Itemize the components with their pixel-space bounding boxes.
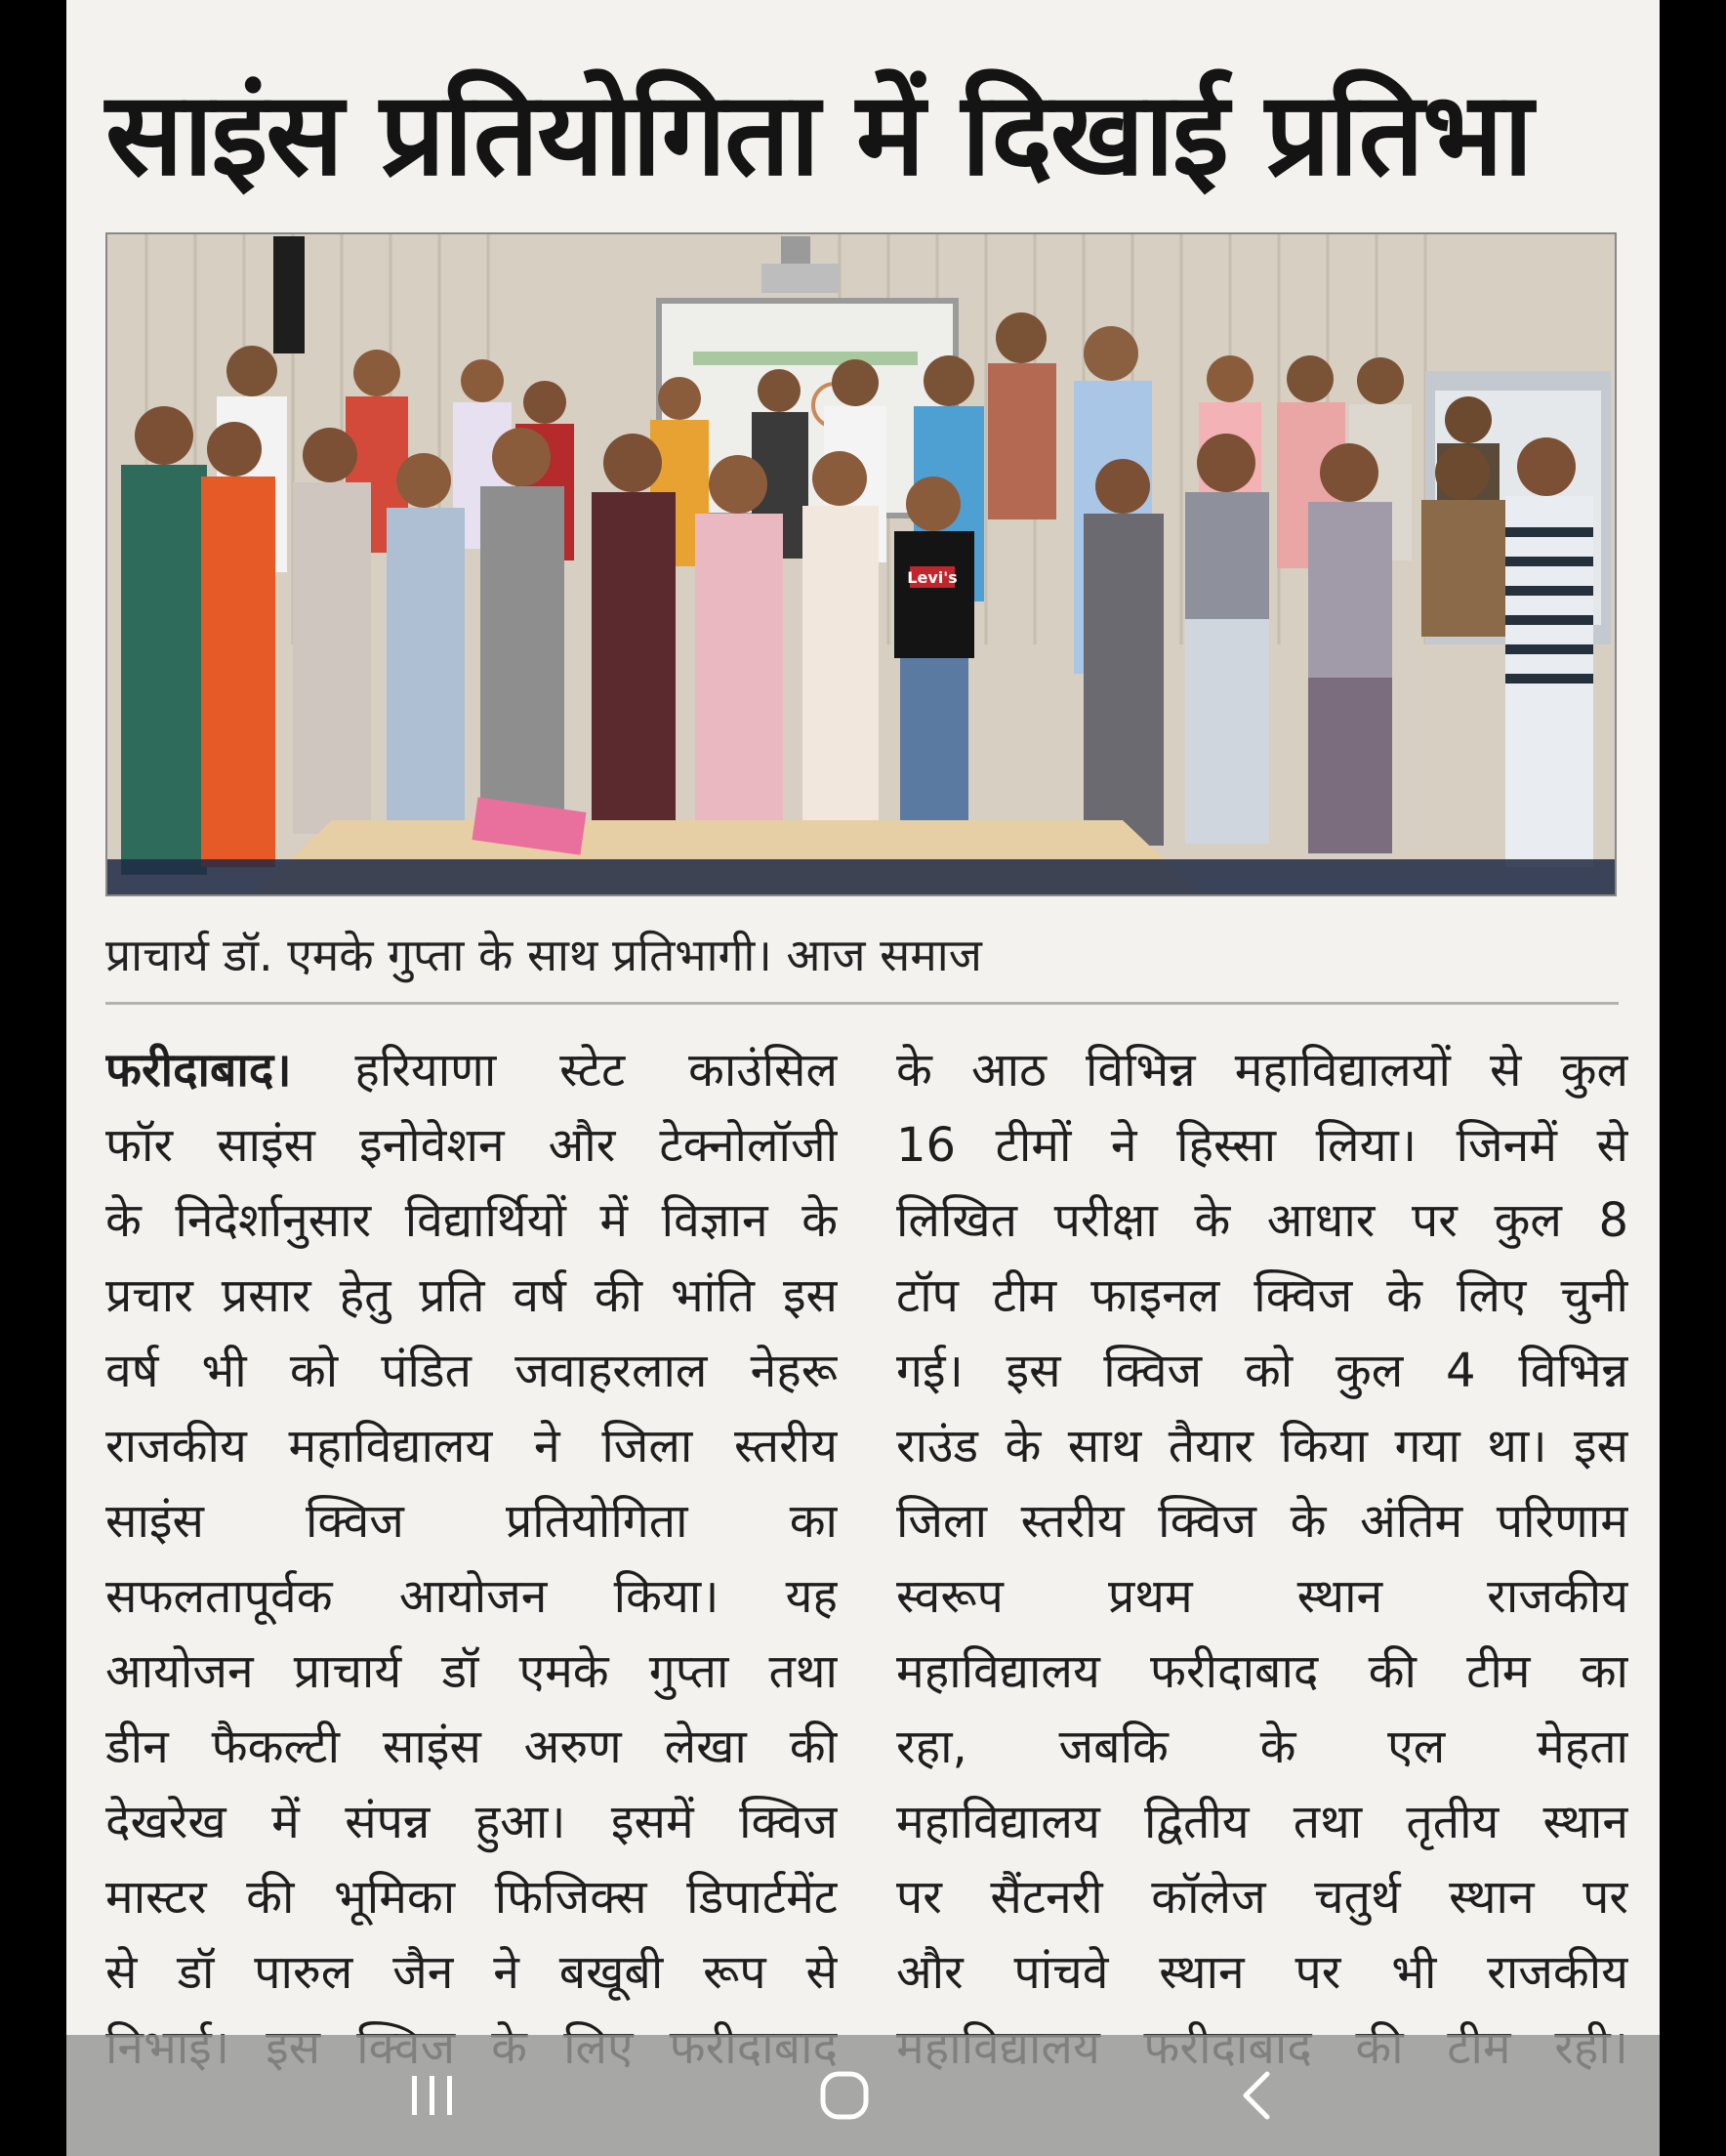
article-line: देखरेख में संपन्न हुआ। इसमें क्विज (105, 1795, 838, 1849)
article-line: राजकीय महाविद्यालय ने जिला स्तरीय (105, 1419, 838, 1473)
article-line: मास्टर की भूमिका फिजिक्स डिपार्टमेंट (105, 1870, 838, 1925)
article-line: के निदेर्शानुसार विद्यार्थियों में विज्ञान के (105, 1193, 838, 1248)
group-photo (105, 232, 1617, 896)
article-line: गई। इस क्विज को कुल 4 विभिन्न (896, 1344, 1628, 1398)
article-line: रहा, जबकि के एल मेहता (896, 1720, 1628, 1774)
article-line: फरीदाबाद। हरियाणा स्टेट काउंसिल (105, 1043, 838, 1098)
article-line: आयोजन प्राचार्य डॉ एमके गुप्ता तथा (105, 1644, 838, 1699)
article-line: लिखित परीक्षा के आधार पर कुल 8 (896, 1193, 1628, 1248)
photo-caption: प्राचार्य डॉ. एमके गुप्ता के साथ प्रतिभागी। आज समाज (105, 929, 982, 981)
article-line: 16 टीमों ने हिस्सा लिया। जिनमें से (896, 1118, 1628, 1173)
home-icon (801, 2056, 888, 2135)
article-line: और पांचवे स्थान पर भी राजकीय (896, 1945, 1628, 2000)
left-black-bar (0, 0, 66, 2156)
home-button[interactable] (801, 2056, 888, 2135)
recent-apps-icon (389, 2056, 476, 2135)
caption-divider (105, 1002, 1619, 1005)
back-chevron-icon (1212, 2056, 1300, 2135)
article-column-left (105, 1033, 838, 2086)
article-line: वर्ष भी को पंडित जवाहरलाल नेहरू (105, 1344, 838, 1398)
article-line: से डॉ पारुल जैन ने बखूबी रूप से (105, 1945, 838, 2000)
article-line: राउंड के साथ तैयार किया गया था। इस (896, 1419, 1628, 1473)
article-line: महाविद्यालय द्वितीय तथा तृतीय स्थान (896, 1795, 1628, 1849)
back-button[interactable] (1212, 2056, 1300, 2135)
article-line: फॉर साइंस इनोवेशन और टेक्नोलॉजी (105, 1118, 838, 1173)
shirt-logo-text: Levi's (907, 568, 958, 587)
right-black-bar (1660, 0, 1726, 2156)
newspaper-clipping (66, 0, 1660, 2156)
recent-apps-button[interactable] (389, 2056, 476, 2135)
article-line: सफलतापूर्वक आयोजन किया। यह (105, 1569, 838, 1624)
dateline: फरीदाबाद। (105, 1043, 292, 1098)
article-line: प्रचार प्रसार हेतु प्रति वर्ष की भांति इस (105, 1268, 838, 1323)
article-line: डीन फैकल्टी साइंस अरुण लेखा की (105, 1720, 838, 1774)
android-navigation-bar (66, 2035, 1660, 2156)
article-line: स्वरूप प्रथम स्थान राजकीय (896, 1569, 1628, 1624)
article-line: पर सैंटनरी कॉलेज चतुर्थ स्थान पर (896, 1870, 1628, 1925)
article-line: टॉप टीम फाइनल क्विज के लिए चुनी (896, 1268, 1628, 1323)
article-line: जिला स्तरीय क्विज के अंतिम परिणाम (896, 1494, 1628, 1549)
article-line: के आठ विभिन्न महाविद्यालयों से कुल (896, 1043, 1628, 1098)
article-column-right (896, 1033, 1628, 2086)
article-line: साइंस क्विज प्रतियोगिता का (105, 1494, 838, 1549)
article-line: महाविद्यालय फरीदाबाद की टीम का (896, 1644, 1628, 1699)
headline: साइंस प्रतियोगिता में दिखाई प्रतिभा (105, 66, 1532, 201)
